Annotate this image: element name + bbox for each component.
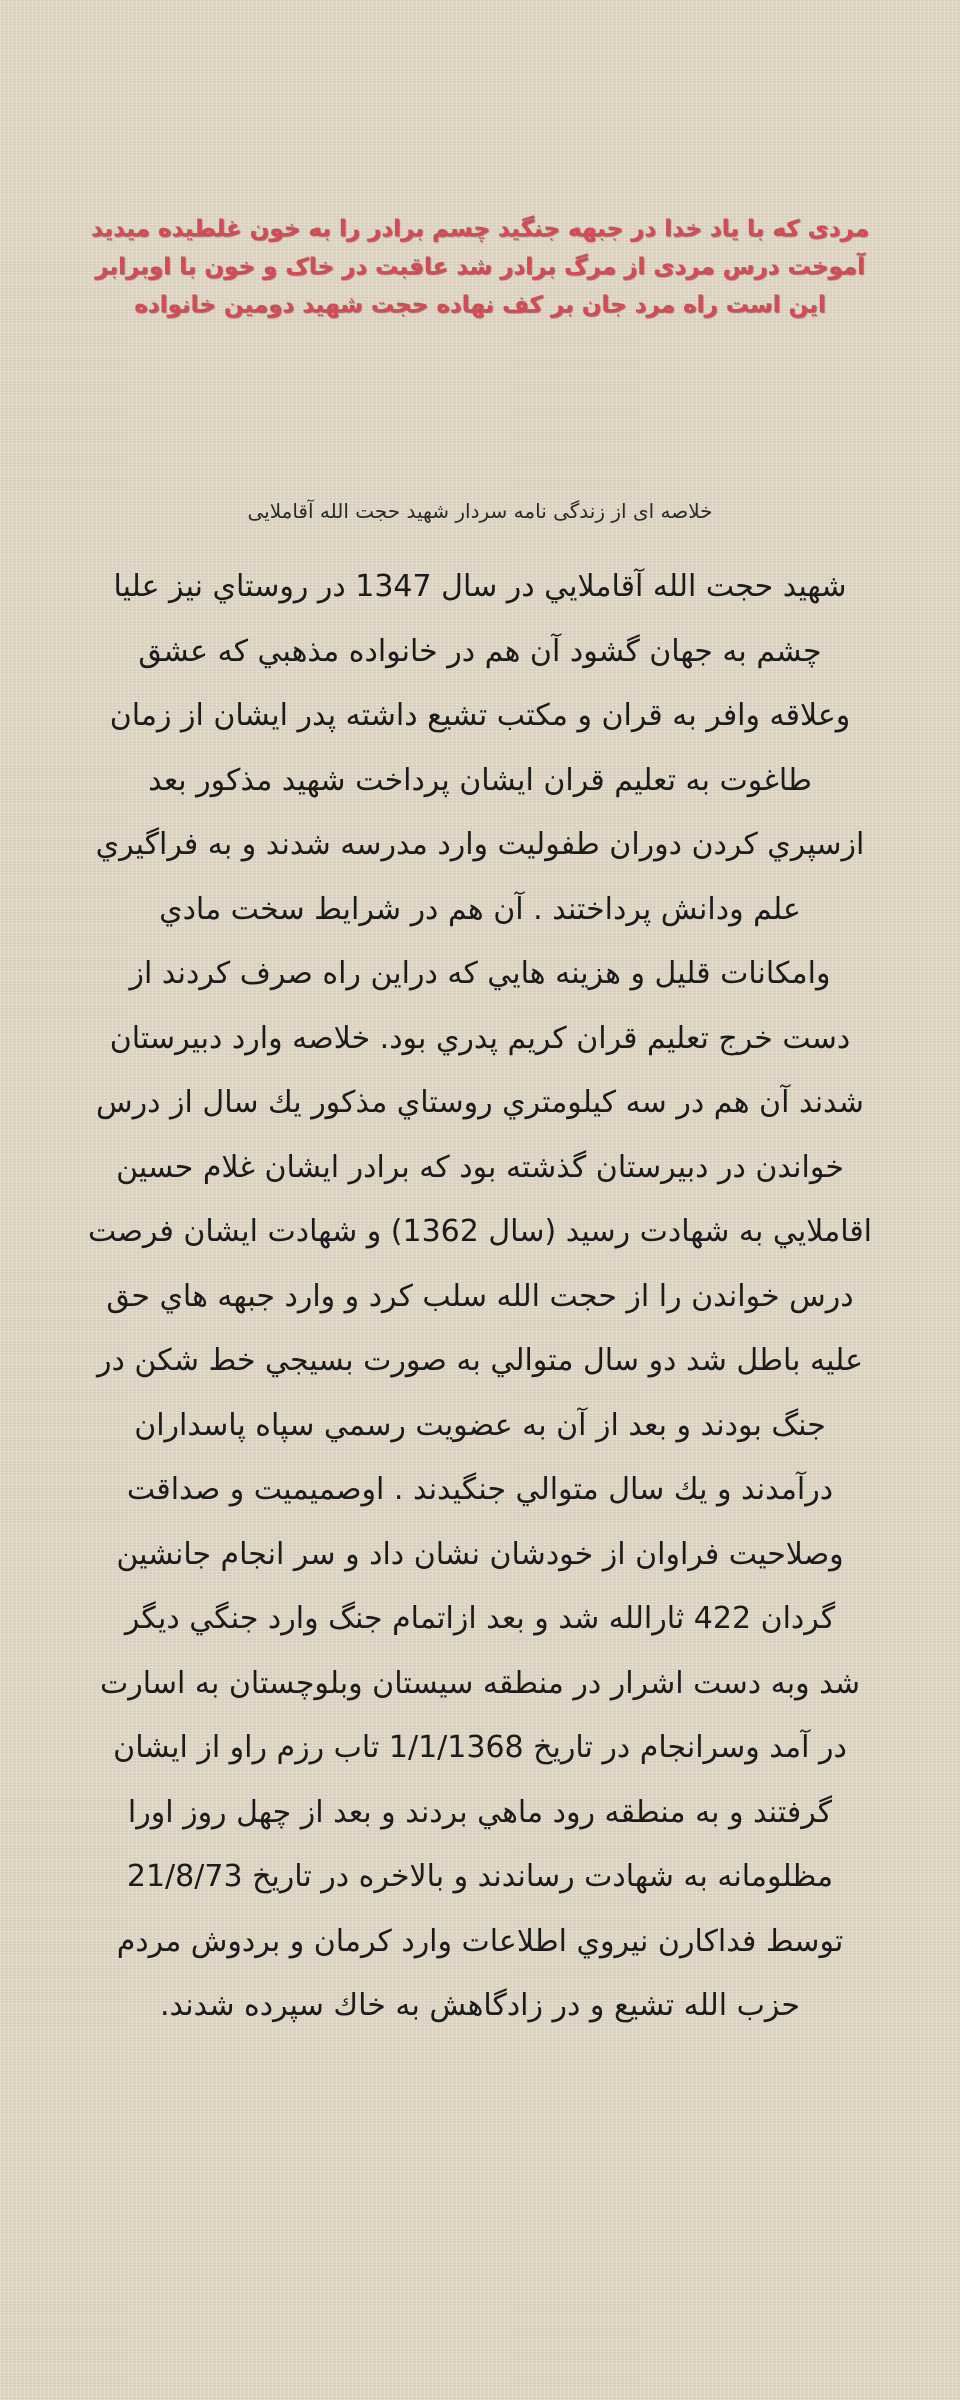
biography-line: شدند آن هم در سه كيلومتري روستاي مذكور يك سال از درس xyxy=(96,1085,864,1120)
biography-line: جنگ بودند و بعد از آن به عضويت رسمي سپاه پاسداران xyxy=(134,1407,826,1443)
biography-line: گرفتند و به منطقه رود ماهي بردند و بعد از چهل روز اورا xyxy=(127,1794,833,1830)
biography-line: درآمدند و يك سال متوالي جنگيدند . اوصميميت و صداقت xyxy=(126,1472,834,1507)
biography-line: شهيد حجت الله آقاملايي در سال 1347 در روستاي نيز عليا xyxy=(113,569,847,604)
poem-line: این است راه مرد جان بر کف نهاده حجت شهید دومین خانواده xyxy=(134,292,826,318)
biography-line: دست خرج تعليم قران كريم پدري بود. خلاصه وارد دبيرستان xyxy=(109,1020,851,1056)
biography-line: خواندن در دبيرستان گذشته بود كه برادر ايشان غلام حسين xyxy=(116,1149,844,1185)
poem-line: مردی که با یاد خدا در جبهه جنگید چسم برادر را به خون غلطیده میدید xyxy=(91,216,869,242)
biography-line: وصلاحيت فراوان از خودشان نشان داد و سر انجام جانشين xyxy=(116,1536,844,1572)
biography-line: حزب الله تشيع و در زادگاهش به خاك سپرده شدند. xyxy=(160,1988,800,2023)
biography-line: چشم به جهان گشود آن هم در خانواده مذهبي كه عشق xyxy=(138,633,822,669)
biography-line: اقاملايي به شهادت رسيد (سال 1362) و شهادت ايشان فرصت xyxy=(87,1214,873,1249)
biography-line: شد وبه دست اشرار در منطقه سيستان وبلوچستان به اسارت xyxy=(99,1665,861,1701)
biography-line: گردان 422 ثارالله شد و بعد ازاتمام جنگ وارد جنگي ديگر xyxy=(124,1601,836,1636)
biography-line: توسط فداكارن نيروي اطلاعات وارد كرمان و بردوش مردم xyxy=(116,1923,844,1959)
biography-line: مظلومانه به شهادت رساندند و بالاخره در تاريخ 21/8/73 xyxy=(126,1859,834,1894)
biography-line: وعلاقه وافر به قران و مكتب تشيع داشته پدر ايشان از زمان xyxy=(109,698,851,733)
biography-line: درس خواندن را از حجت الله سلب كرد و وارد جبهه هاي حق xyxy=(106,1278,854,1314)
biography-line: طاغوت به تعليم قران ايشان پرداخت شهيد مذكور بعد xyxy=(148,762,812,798)
biography-line: در آمد وسرانجام در تاريخ 1/1/1368 تاب رزم راو از ايشان xyxy=(113,1730,847,1765)
biography-line: علم ودانش پرداختند . آن هم در شرايط سخت مادي xyxy=(159,891,801,927)
biography-line: عليه باطل شد دو سال متوالي به صورت بسيجي خط شكن در xyxy=(97,1343,863,1378)
summary-title: خلاصه ای از زندگی نامه سردار شهید حجت الله آقاملایی xyxy=(247,499,713,523)
biography-text xyxy=(50,555,910,2039)
biography-line: وامكانات قليل و هزينه هايي كه دراين راه صرف كردند از xyxy=(129,956,831,991)
biography-line: ازسپري كردن دوران طفوليت وارد مدرسه شدند و به فراگيري xyxy=(95,827,865,862)
poem-line: آموخت درس مردی از مرگ برادر شد عاقبت در خاک و خون با اوبرابر xyxy=(95,254,865,280)
poem-block xyxy=(60,210,900,324)
